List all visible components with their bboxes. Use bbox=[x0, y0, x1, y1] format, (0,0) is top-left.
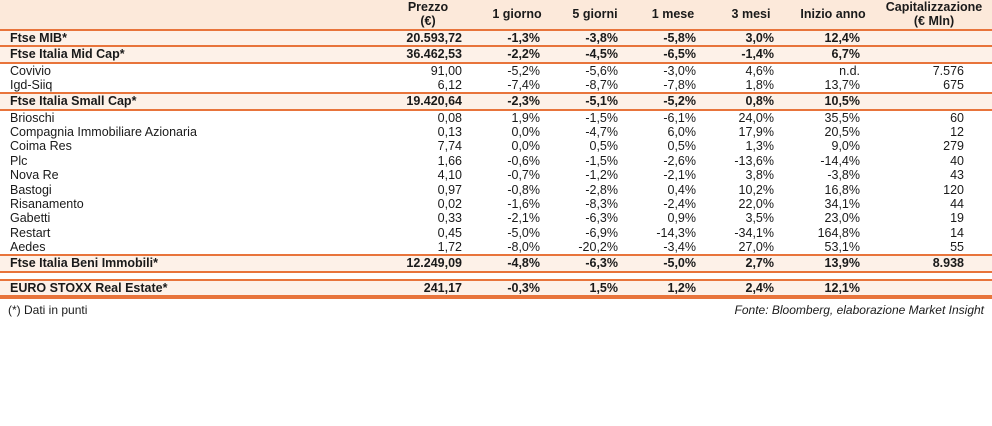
cell-prezzo: 0,33 bbox=[378, 211, 478, 225]
column-header-1-giorno-label: 1 giorno bbox=[492, 7, 542, 22]
cell-name: Nova Re bbox=[0, 168, 378, 182]
cell-prezzo: 0,13 bbox=[378, 125, 478, 139]
cell-inizio-anno: -3,8% bbox=[790, 168, 876, 182]
cell-1-giorno: 0,0% bbox=[478, 139, 556, 153]
cell-capitalizzazione: 19 bbox=[876, 211, 992, 225]
cell-5-giorni: -6,3% bbox=[556, 211, 634, 225]
cell-prezzo: 0,08 bbox=[378, 110, 478, 125]
cell-1-mese: 6,0% bbox=[634, 125, 712, 139]
column-header-3-mesi bbox=[712, 0, 790, 30]
table-row bbox=[0, 125, 992, 139]
cell-3-mesi: 24,0% bbox=[712, 110, 790, 125]
header-row bbox=[0, 0, 992, 30]
cell-capitalizzazione: 12 bbox=[876, 125, 992, 139]
cell-capitalizzazione bbox=[876, 46, 992, 62]
cell-inizio-anno: 20,5% bbox=[790, 125, 876, 139]
cell-name: Ftse Italia Beni Immobili* bbox=[0, 255, 378, 271]
column-header-1-mese-label: 1 mese bbox=[651, 7, 695, 22]
cell-1-giorno: -0,3% bbox=[478, 280, 556, 296]
cell-1-mese: -2,6% bbox=[634, 154, 712, 168]
cell-inizio-anno: 35,5% bbox=[790, 110, 876, 125]
column-header-inizio-anno bbox=[790, 0, 876, 30]
cell-5-giorni: 1,5% bbox=[556, 280, 634, 296]
cell-name: Igd-Siiq bbox=[0, 78, 378, 93]
cell-5-giorni: -6,9% bbox=[556, 226, 634, 240]
column-header-capitalizzazione bbox=[876, 0, 992, 30]
cell-3-mesi: 1,3% bbox=[712, 139, 790, 153]
cell-inizio-anno: -14,4% bbox=[790, 154, 876, 168]
cell-5-giorni: -8,3% bbox=[556, 197, 634, 211]
cell-capitalizzazione bbox=[876, 93, 992, 109]
cell-5-giorni: -2,8% bbox=[556, 183, 634, 197]
cell-1-giorno: -5,2% bbox=[478, 63, 556, 78]
cell-5-giorni: -6,3% bbox=[556, 255, 634, 271]
cell-prezzo: 241,17 bbox=[378, 280, 478, 296]
cell-prezzo: 91,00 bbox=[378, 63, 478, 78]
table-row-index bbox=[0, 255, 992, 271]
table-row-index bbox=[0, 280, 992, 296]
table-row bbox=[0, 211, 992, 225]
cell-5-giorni: -5,1% bbox=[556, 93, 634, 109]
cell-name: Aedes bbox=[0, 240, 378, 255]
cell-5-giorni: -5,6% bbox=[556, 63, 634, 78]
cell-prezzo: 7,74 bbox=[378, 139, 478, 153]
cell-3-mesi: 27,0% bbox=[712, 240, 790, 255]
cell-1-giorno: -2,2% bbox=[478, 46, 556, 62]
cell-1-giorno: -8,0% bbox=[478, 240, 556, 255]
cell-1-giorno: 0,0% bbox=[478, 125, 556, 139]
cell-capitalizzazione: 7.576 bbox=[876, 63, 992, 78]
cell-5-giorni: -1,5% bbox=[556, 110, 634, 125]
cell-inizio-anno: 16,8% bbox=[790, 183, 876, 197]
cell-prezzo: 4,10 bbox=[378, 168, 478, 182]
table-row-index bbox=[0, 30, 992, 46]
cell-1-mese: -6,1% bbox=[634, 110, 712, 125]
cell-1-mese: -3,0% bbox=[634, 63, 712, 78]
table-row-index bbox=[0, 46, 992, 62]
cell-1-mese: -5,0% bbox=[634, 255, 712, 271]
cell-1-mese: -5,2% bbox=[634, 93, 712, 109]
table-row bbox=[0, 197, 992, 211]
cell-inizio-anno: 23,0% bbox=[790, 211, 876, 225]
cell-1-giorno: -1,6% bbox=[478, 197, 556, 211]
cell-5-giorni: 0,5% bbox=[556, 139, 634, 153]
table-row bbox=[0, 226, 992, 240]
cell-inizio-anno: 12,4% bbox=[790, 30, 876, 46]
cell-capitalizzazione: 120 bbox=[876, 183, 992, 197]
cell-name: Compagnia Immobiliare Azionaria bbox=[0, 125, 378, 139]
table-row bbox=[0, 139, 992, 153]
column-header-5-giorni bbox=[556, 0, 634, 30]
cell-capitalizzazione: 279 bbox=[876, 139, 992, 153]
column-header-inizio-anno-label: Inizio anno bbox=[800, 7, 866, 22]
cell-1-giorno: -4,8% bbox=[478, 255, 556, 271]
cell-inizio-anno: n.d. bbox=[790, 63, 876, 78]
cell-inizio-anno: 164,8% bbox=[790, 226, 876, 240]
cell-name: Bastogi bbox=[0, 183, 378, 197]
cell-5-giorni: -1,2% bbox=[556, 168, 634, 182]
cell-3-mesi: -13,6% bbox=[712, 154, 790, 168]
cell-prezzo: 12.249,09 bbox=[378, 255, 478, 271]
table-row bbox=[0, 110, 992, 125]
table-row bbox=[0, 78, 992, 93]
cell-inizio-anno: 6,7% bbox=[790, 46, 876, 62]
cell-5-giorni: -1,5% bbox=[556, 154, 634, 168]
column-header-prezzo bbox=[378, 0, 478, 30]
cell-5-giorni: -4,7% bbox=[556, 125, 634, 139]
cell-inizio-anno: 53,1% bbox=[790, 240, 876, 255]
cell-5-giorni: -3,8% bbox=[556, 30, 634, 46]
cell-3-mesi: 10,2% bbox=[712, 183, 790, 197]
cell-inizio-anno: 12,1% bbox=[790, 280, 876, 296]
cell-name: Covivio bbox=[0, 63, 378, 78]
cell-1-giorno: -0,8% bbox=[478, 183, 556, 197]
table-row bbox=[0, 183, 992, 197]
cell-name: EURO STOXX Real Estate* bbox=[0, 280, 378, 296]
cell-capitalizzazione bbox=[876, 30, 992, 46]
cell-1-mese: -3,4% bbox=[634, 240, 712, 255]
spacer-cell bbox=[0, 272, 992, 280]
column-header-1-mese bbox=[634, 0, 712, 30]
table-body bbox=[0, 30, 992, 296]
cell-1-mese: -6,5% bbox=[634, 46, 712, 62]
cell-capitalizzazione: 675 bbox=[876, 78, 992, 93]
cell-1-mese: 0,5% bbox=[634, 139, 712, 153]
cell-name: Ftse Italia Mid Cap* bbox=[0, 46, 378, 62]
cell-1-giorno: -7,4% bbox=[478, 78, 556, 93]
cell-name: Plc bbox=[0, 154, 378, 168]
table-row bbox=[0, 240, 992, 255]
cell-capitalizzazione: 60 bbox=[876, 110, 992, 125]
cell-3-mesi: 3,8% bbox=[712, 168, 790, 182]
column-header-capitalizzazione-line1: Capitalizzazione bbox=[885, 0, 983, 14]
cell-1-giorno: -0,7% bbox=[478, 168, 556, 182]
cell-name: Restart bbox=[0, 226, 378, 240]
cell-prezzo: 36.462,53 bbox=[378, 46, 478, 62]
cell-3-mesi: 1,8% bbox=[712, 78, 790, 93]
table-row bbox=[0, 154, 992, 168]
cell-3-mesi: -1,4% bbox=[712, 46, 790, 62]
cell-name: Risanamento bbox=[0, 197, 378, 211]
cell-3-mesi: 4,6% bbox=[712, 63, 790, 78]
cell-capitalizzazione: 40 bbox=[876, 154, 992, 168]
column-header-prezzo-line1: Prezzo bbox=[407, 0, 449, 14]
cell-3-mesi: 3,5% bbox=[712, 211, 790, 225]
footer-source: Fonte: Bloomberg, elaborazione Market Insight bbox=[734, 303, 984, 318]
cell-5-giorni: -8,7% bbox=[556, 78, 634, 93]
cell-prezzo: 0,97 bbox=[378, 183, 478, 197]
cell-prezzo: 19.420,64 bbox=[378, 93, 478, 109]
cell-1-giorno: -0,6% bbox=[478, 154, 556, 168]
cell-capitalizzazione: 8.938 bbox=[876, 255, 992, 271]
cell-prezzo: 20.593,72 bbox=[378, 30, 478, 46]
cell-1-mese: 0,9% bbox=[634, 211, 712, 225]
cell-3-mesi: 3,0% bbox=[712, 30, 790, 46]
table-header bbox=[0, 0, 992, 30]
cell-capitalizzazione: 14 bbox=[876, 226, 992, 240]
cell-1-mese: -7,8% bbox=[634, 78, 712, 93]
cell-prezzo: 6,12 bbox=[378, 78, 478, 93]
cell-capitalizzazione bbox=[876, 280, 992, 296]
cell-inizio-anno: 34,1% bbox=[790, 197, 876, 211]
cell-prezzo: 1,66 bbox=[378, 154, 478, 168]
cell-3-mesi: 0,8% bbox=[712, 93, 790, 109]
column-header-capitalizzazione-line2: (€ Mln) bbox=[913, 14, 955, 29]
cell-1-mese: -14,3% bbox=[634, 226, 712, 240]
cell-1-mese: -2,4% bbox=[634, 197, 712, 211]
cell-5-giorni: -4,5% bbox=[556, 46, 634, 62]
column-header-3-mesi-label: 3 mesi bbox=[731, 7, 771, 22]
cell-1-giorno: 1,9% bbox=[478, 110, 556, 125]
cell-name: Coima Res bbox=[0, 139, 378, 153]
table-row-index bbox=[0, 93, 992, 109]
table-footer bbox=[0, 297, 992, 317]
cell-prezzo: 0,45 bbox=[378, 226, 478, 240]
column-header-5-giorni-label: 5 giorni bbox=[572, 7, 618, 22]
cell-1-mese: -5,8% bbox=[634, 30, 712, 46]
cell-prezzo: 1,72 bbox=[378, 240, 478, 255]
cell-inizio-anno: 13,9% bbox=[790, 255, 876, 271]
cell-3-mesi: 2,4% bbox=[712, 280, 790, 296]
cell-prezzo: 0,02 bbox=[378, 197, 478, 211]
column-header-1-giorno bbox=[478, 0, 556, 30]
cell-capitalizzazione: 43 bbox=[876, 168, 992, 182]
column-header-prezzo-line2: (€) bbox=[420, 14, 436, 29]
column-header-name bbox=[0, 0, 378, 30]
cell-name: Brioschi bbox=[0, 110, 378, 125]
cell-capitalizzazione: 44 bbox=[876, 197, 992, 211]
table-row bbox=[0, 168, 992, 182]
cell-name: Ftse MIB* bbox=[0, 30, 378, 46]
cell-name: Gabetti bbox=[0, 211, 378, 225]
cell-3-mesi: 17,9% bbox=[712, 125, 790, 139]
cell-3-mesi: 22,0% bbox=[712, 197, 790, 211]
cell-1-giorno: -2,3% bbox=[478, 93, 556, 109]
cell-1-giorno: -5,0% bbox=[478, 226, 556, 240]
cell-capitalizzazione: 55 bbox=[876, 240, 992, 255]
cell-1-mese: -2,1% bbox=[634, 168, 712, 182]
table-row bbox=[0, 63, 992, 78]
cell-5-giorni: -20,2% bbox=[556, 240, 634, 255]
cell-3-mesi: 2,7% bbox=[712, 255, 790, 271]
cell-inizio-anno: 9,0% bbox=[790, 139, 876, 153]
footer-note: (*) Dati in punti bbox=[8, 303, 88, 318]
cell-3-mesi: -34,1% bbox=[712, 226, 790, 240]
cell-1-mese: 0,4% bbox=[634, 183, 712, 197]
cell-1-giorno: -1,3% bbox=[478, 30, 556, 46]
cell-inizio-anno: 13,7% bbox=[790, 78, 876, 93]
cell-1-giorno: -2,1% bbox=[478, 211, 556, 225]
cell-1-mese: 1,2% bbox=[634, 280, 712, 296]
table-row-spacer bbox=[0, 272, 992, 280]
cell-inizio-anno: 10,5% bbox=[790, 93, 876, 109]
cell-name: Ftse Italia Small Cap* bbox=[0, 93, 378, 109]
